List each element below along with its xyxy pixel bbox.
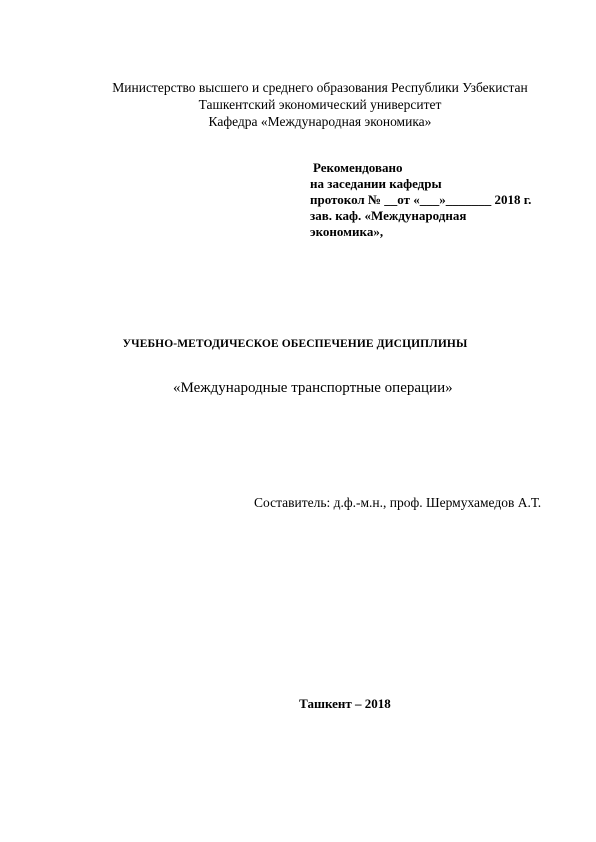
approval-line-meeting: на заседании кафедры (310, 176, 442, 191)
document-title: УЧЕБНО-МЕТОДИЧЕСКОЕ ОБЕСПЕЧЕНИЕ ДИСЦИПЛИНЫ (122, 338, 468, 350)
university-name: Ташкентский экономический университет (198, 97, 442, 112)
approval-block (310, 160, 580, 240)
ministry-name: Министерство высшего и среднего образования Республики Узбекистан (112, 80, 528, 95)
document-header (60, 79, 580, 130)
approval-line-head: зав. каф. «Международная (310, 208, 467, 223)
department-name: Кафедра «Международная экономика» (208, 114, 432, 129)
city-year: Ташкент – 2018 (299, 696, 391, 711)
composer-line: Составитель: д.ф.-м.н., проф. Шермухамедов А.Т. (254, 495, 542, 510)
approval-line-economics: экономика», (310, 224, 384, 239)
discipline-name-text: «Международные транспортные операции» (173, 380, 453, 396)
approval-line-recommended: Рекомендовано (313, 160, 403, 175)
city-year-block (60, 696, 580, 712)
approval-line-protocol: протокол № __от «___»_______ 2018 г. (310, 192, 532, 207)
